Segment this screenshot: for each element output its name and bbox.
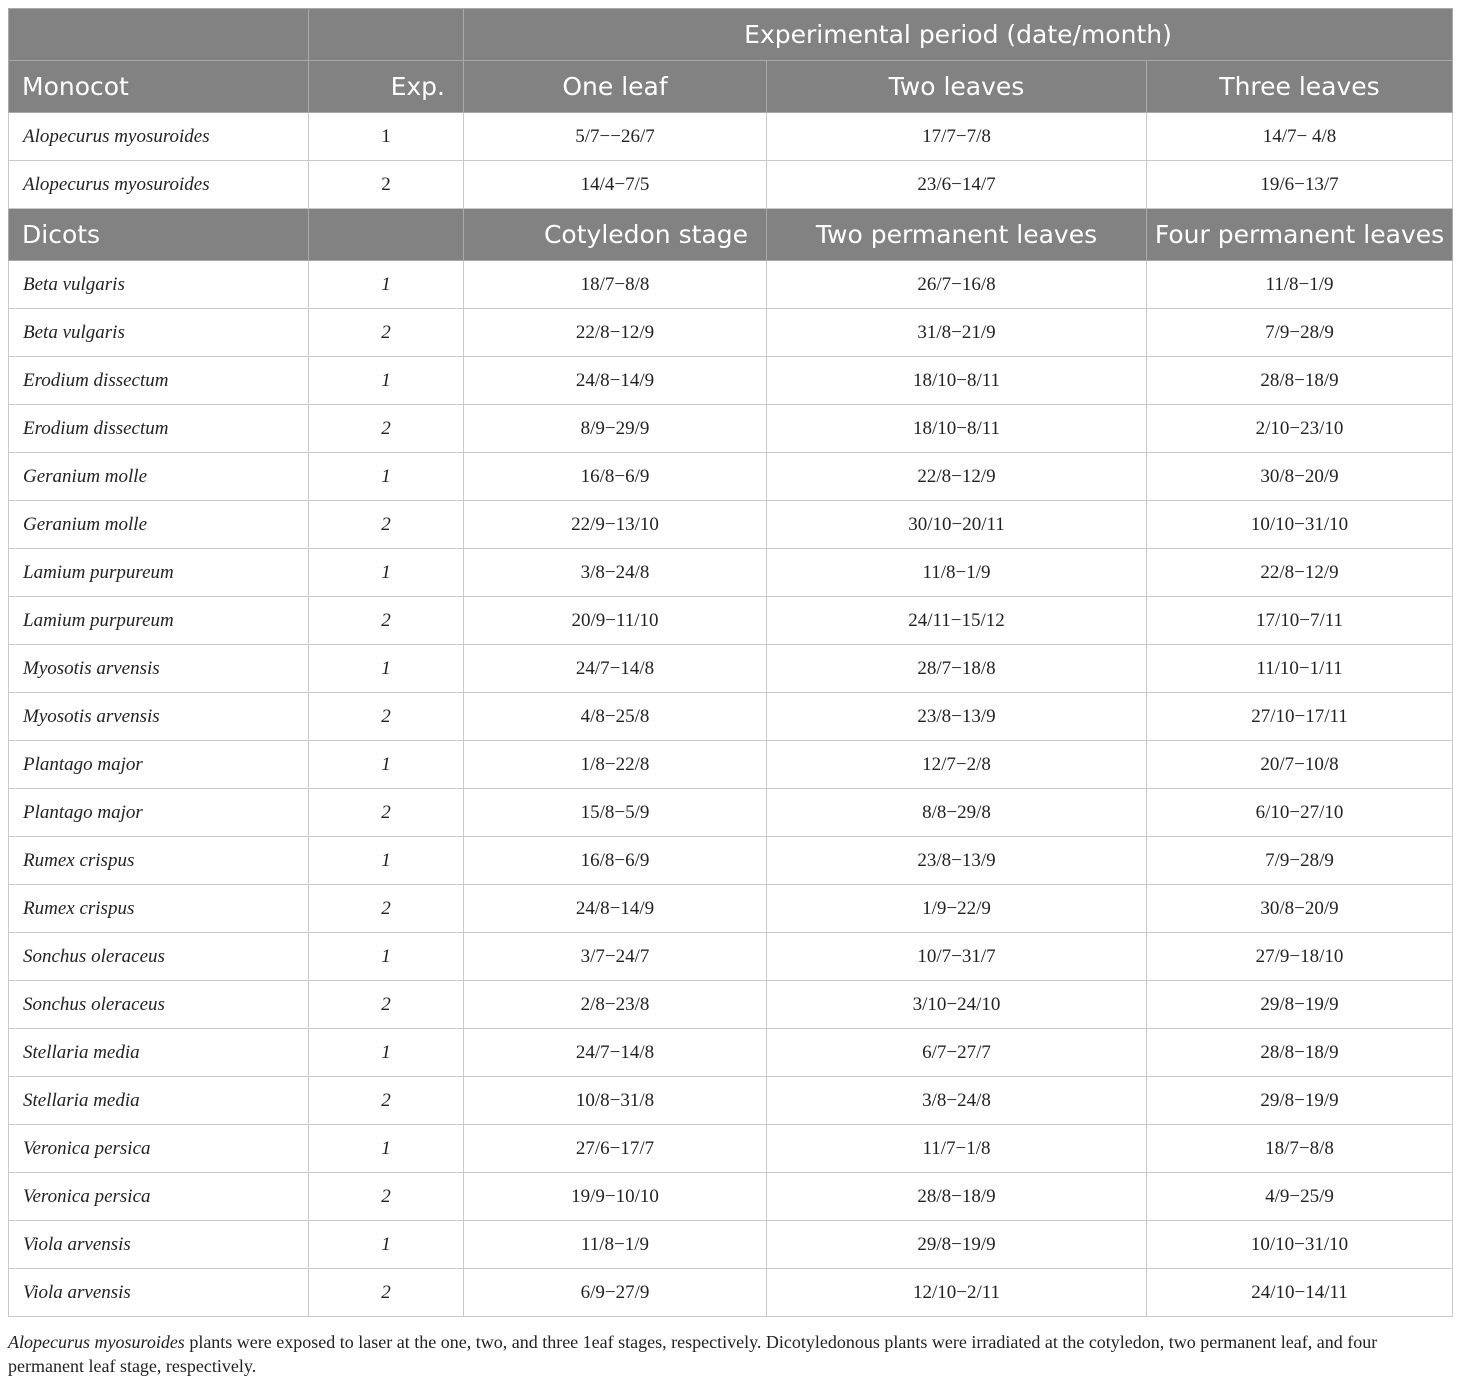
- monocot-stage2-header: Two leaves: [767, 61, 1147, 113]
- stage1-period-cell: 10/8−31/8: [464, 1077, 767, 1125]
- table-footnote: [8, 1330, 1452, 1378]
- stage1-period-cell: 8/9−29/9: [464, 405, 767, 453]
- exp-cell: 1: [309, 1029, 464, 1077]
- stage1-period-cell: 24/8−14/9: [464, 357, 767, 405]
- stage2-period-cell: 26/7−16/8: [767, 261, 1147, 309]
- stage2-period-cell: 10/7−31/7: [767, 933, 1147, 981]
- monocot-header-row: [9, 61, 1453, 113]
- stage3-period-cell: 29/8−19/9: [1147, 981, 1453, 1029]
- table-row: [9, 1077, 1453, 1125]
- stage1-period-cell: 3/7−24/7: [464, 933, 767, 981]
- stage3-period-cell: 6/10−27/10: [1147, 789, 1453, 837]
- exp-column-header: Exp.: [309, 61, 464, 113]
- species-cell: Erodium dissectum: [9, 405, 309, 453]
- stage2-period-cell: 17/7−7/8: [767, 113, 1147, 161]
- stage2-period-cell: 29/8−19/9: [767, 1221, 1147, 1269]
- exp-cell: 1: [309, 837, 464, 885]
- stage3-period-cell: 27/9−18/10: [1147, 933, 1453, 981]
- exp-cell: 1: [309, 1221, 464, 1269]
- species-cell: Stellaria media: [9, 1077, 309, 1125]
- exp-cell: 2: [309, 405, 464, 453]
- monocot-stage1-header: One leaf: [464, 61, 767, 113]
- table-row: [9, 981, 1453, 1029]
- stage2-period-cell: 1/9−22/9: [767, 885, 1147, 933]
- table-row: [9, 501, 1453, 549]
- exp-cell: 2: [309, 693, 464, 741]
- monocot-stage3-header: Three leaves: [1147, 61, 1453, 113]
- stage3-period-cell: 11/10−1/11: [1147, 645, 1453, 693]
- stage3-period-cell: 10/10−31/10: [1147, 1221, 1453, 1269]
- stage3-period-cell: 30/8−20/9: [1147, 453, 1453, 501]
- species-cell: Beta vulgaris: [9, 261, 309, 309]
- stage2-period-cell: 30/10−20/11: [767, 501, 1147, 549]
- species-cell: Sonchus oleraceus: [9, 981, 309, 1029]
- exp-cell: 2: [309, 597, 464, 645]
- table-row: [9, 161, 1453, 209]
- stage3-period-cell: 28/8−18/9: [1147, 1029, 1453, 1077]
- exp-cell: 2: [309, 885, 464, 933]
- table-row: [9, 549, 1453, 597]
- stage1-period-cell: 16/8−6/9: [464, 837, 767, 885]
- table-row: [9, 597, 1453, 645]
- exp-cell: 2: [309, 1077, 464, 1125]
- stage3-period-cell: 30/8−20/9: [1147, 885, 1453, 933]
- stage2-period-cell: 23/8−13/9: [767, 837, 1147, 885]
- exp-cell: 2: [309, 309, 464, 357]
- table-row: [9, 1029, 1453, 1077]
- stage3-period-cell: 7/9−28/9: [1147, 837, 1453, 885]
- stage3-period-cell: 17/10−7/11: [1147, 597, 1453, 645]
- table-row: [9, 789, 1453, 837]
- exp-cell: 2: [309, 1269, 464, 1317]
- experimental-period-table: [8, 8, 1453, 1317]
- stage2-period-cell: 18/10−8/11: [767, 357, 1147, 405]
- stage1-period-cell: 11/8−1/9: [464, 1221, 767, 1269]
- header-top-col2: [309, 9, 464, 61]
- table-row: [9, 1269, 1453, 1317]
- stage1-period-cell: 24/7−14/8: [464, 645, 767, 693]
- species-cell: Myosotis arvensis: [9, 645, 309, 693]
- stage1-period-cell: 18/7−8/8: [464, 261, 767, 309]
- stage1-period-cell: 3/8−24/8: [464, 549, 767, 597]
- stage3-period-cell: 20/7−10/8: [1147, 741, 1453, 789]
- stage2-period-cell: 11/7−1/8: [767, 1125, 1147, 1173]
- stage2-period-cell: 24/11−15/12: [767, 597, 1147, 645]
- species-cell: Plantago major: [9, 741, 309, 789]
- stage1-period-cell: 20/9−11/10: [464, 597, 767, 645]
- stage3-period-cell: 27/10−17/11: [1147, 693, 1453, 741]
- table-row: [9, 1125, 1453, 1173]
- monocot-body: [9, 113, 1453, 209]
- table-row: [9, 405, 1453, 453]
- stage2-period-cell: 18/10−8/11: [767, 405, 1147, 453]
- dicot-group-label: Dicots: [9, 209, 309, 261]
- stage3-period-cell: 22/8−12/9: [1147, 549, 1453, 597]
- table-row: [9, 1221, 1453, 1269]
- species-cell: Lamium purpureum: [9, 549, 309, 597]
- species-cell: Geranium molle: [9, 453, 309, 501]
- dicot-body: [9, 261, 1453, 1317]
- header-experimental-period: Experimental period (date/month): [464, 9, 1453, 61]
- stage1-period-cell: 24/8−14/9: [464, 885, 767, 933]
- stage1-period-cell: 6/9−27/9: [464, 1269, 767, 1317]
- table-row: [9, 693, 1453, 741]
- exp-cell: 1: [309, 1125, 464, 1173]
- exp-cell: 2: [309, 501, 464, 549]
- stage2-period-cell: 31/8−21/9: [767, 309, 1147, 357]
- stage3-period-cell: 7/9−28/9: [1147, 309, 1453, 357]
- table-row: [9, 933, 1453, 981]
- species-cell: Lamium purpureum: [9, 597, 309, 645]
- stage1-period-cell: 1/8−22/8: [464, 741, 767, 789]
- stage1-period-cell: 5/7−−26/7: [464, 113, 767, 161]
- table-row: [9, 885, 1453, 933]
- stage3-period-cell: 18/7−8/8: [1147, 1125, 1453, 1173]
- stage3-period-cell: 4/9−25/9: [1147, 1173, 1453, 1221]
- stage1-period-cell: 19/9−10/10: [464, 1173, 767, 1221]
- exp-cell: 1: [309, 357, 464, 405]
- header-top-col1: [9, 9, 309, 61]
- species-cell: Viola arvensis: [9, 1221, 309, 1269]
- table-row: [9, 309, 1453, 357]
- stage2-period-cell: 6/7−27/7: [767, 1029, 1147, 1077]
- stage3-period-cell: 11/8−1/9: [1147, 261, 1453, 309]
- table-row: [9, 1173, 1453, 1221]
- exp-cell: 1: [309, 113, 464, 161]
- stage1-period-cell: 4/8−25/8: [464, 693, 767, 741]
- exp-cell: 2: [309, 789, 464, 837]
- stage1-period-cell: 14/4−7/5: [464, 161, 767, 209]
- stage1-period-cell: 2/8−23/8: [464, 981, 767, 1029]
- stage3-period-cell: 10/10−31/10: [1147, 501, 1453, 549]
- stage2-period-cell: 12/10−2/11: [767, 1269, 1147, 1317]
- stage2-period-cell: 22/8−12/9: [767, 453, 1147, 501]
- stage2-period-cell: 11/8−1/9: [767, 549, 1147, 597]
- stage3-period-cell: 19/6−13/7: [1147, 161, 1453, 209]
- table-row: [9, 261, 1453, 309]
- stage1-period-cell: 16/8−6/9: [464, 453, 767, 501]
- species-cell: Rumex crispus: [9, 885, 309, 933]
- exp-cell: 2: [309, 981, 464, 1029]
- dicot-header-row: [9, 209, 1453, 261]
- dicot-stage3-header: Four permanent leaves: [1147, 209, 1453, 261]
- dicot-header-section: [9, 209, 1453, 261]
- exp-cell: 1: [309, 645, 464, 693]
- exp-cell: 1: [309, 261, 464, 309]
- species-cell: Geranium molle: [9, 501, 309, 549]
- stage1-period-cell: 15/8−5/9: [464, 789, 767, 837]
- dicot-exp-header: [309, 209, 464, 261]
- stage2-period-cell: 28/8−18/9: [767, 1173, 1147, 1221]
- species-cell: Veronica persica: [9, 1125, 309, 1173]
- species-cell: Alopecurus myosuroides: [9, 161, 309, 209]
- table-row: [9, 357, 1453, 405]
- footnote-text: plants were exposed to laser at the one, two, and three 1eaf stages, respectively. Dicotyledonous plants were irradiated at the cotyledon, two permanent leaf, and four permanent leaf stage, respectively.: [8, 1332, 1378, 1376]
- species-cell: Sonchus oleraceus: [9, 933, 309, 981]
- table-row: [9, 453, 1453, 501]
- species-cell: Beta vulgaris: [9, 309, 309, 357]
- stage2-period-cell: 3/10−24/10: [767, 981, 1147, 1029]
- exp-cell: 1: [309, 549, 464, 597]
- stage2-period-cell: 3/8−24/8: [767, 1077, 1147, 1125]
- exp-cell: 1: [309, 453, 464, 501]
- stage1-period-cell: 27/6−17/7: [464, 1125, 767, 1173]
- stage2-period-cell: 28/7−18/8: [767, 645, 1147, 693]
- species-cell: Alopecurus myosuroides: [9, 113, 309, 161]
- stage1-period-cell: 24/7−14/8: [464, 1029, 767, 1077]
- stage3-period-cell: 29/8−19/9: [1147, 1077, 1453, 1125]
- exp-cell: 1: [309, 741, 464, 789]
- table-container: [8, 8, 1452, 1317]
- species-cell: Stellaria media: [9, 1029, 309, 1077]
- stage2-period-cell: 8/8−29/8: [767, 789, 1147, 837]
- exp-cell: 2: [309, 1173, 464, 1221]
- species-cell: Viola arvensis: [9, 1269, 309, 1317]
- species-cell: Veronica persica: [9, 1173, 309, 1221]
- exp-cell: 1: [309, 933, 464, 981]
- stage3-period-cell: 14/7− 4/8: [1147, 113, 1453, 161]
- species-cell: Rumex crispus: [9, 837, 309, 885]
- table-row: [9, 741, 1453, 789]
- header-row-top: [9, 9, 1453, 61]
- footnote-species: Alopecurus myosuroides: [8, 1332, 185, 1352]
- exp-cell: 2: [309, 161, 464, 209]
- stage2-period-cell: 23/6−14/7: [767, 161, 1147, 209]
- species-cell: Myosotis arvensis: [9, 693, 309, 741]
- stage1-period-cell: 22/8−12/9: [464, 309, 767, 357]
- monocot-group-label: Monocot: [9, 61, 309, 113]
- table-row: [9, 837, 1453, 885]
- stage2-period-cell: 23/8−13/9: [767, 693, 1147, 741]
- stage3-period-cell: 24/10−14/11: [1147, 1269, 1453, 1317]
- table-row: [9, 645, 1453, 693]
- stage3-period-cell: 28/8−18/9: [1147, 357, 1453, 405]
- stage1-period-cell: 22/9−13/10: [464, 501, 767, 549]
- dicot-stage1-header: Cotyledon stage: [464, 209, 767, 261]
- table-row: [9, 113, 1453, 161]
- stage3-period-cell: 2/10−23/10: [1147, 405, 1453, 453]
- species-cell: Plantago major: [9, 789, 309, 837]
- dicot-stage2-header: Two permanent leaves: [767, 209, 1147, 261]
- stage2-period-cell: 12/7−2/8: [767, 741, 1147, 789]
- species-cell: Erodium dissectum: [9, 357, 309, 405]
